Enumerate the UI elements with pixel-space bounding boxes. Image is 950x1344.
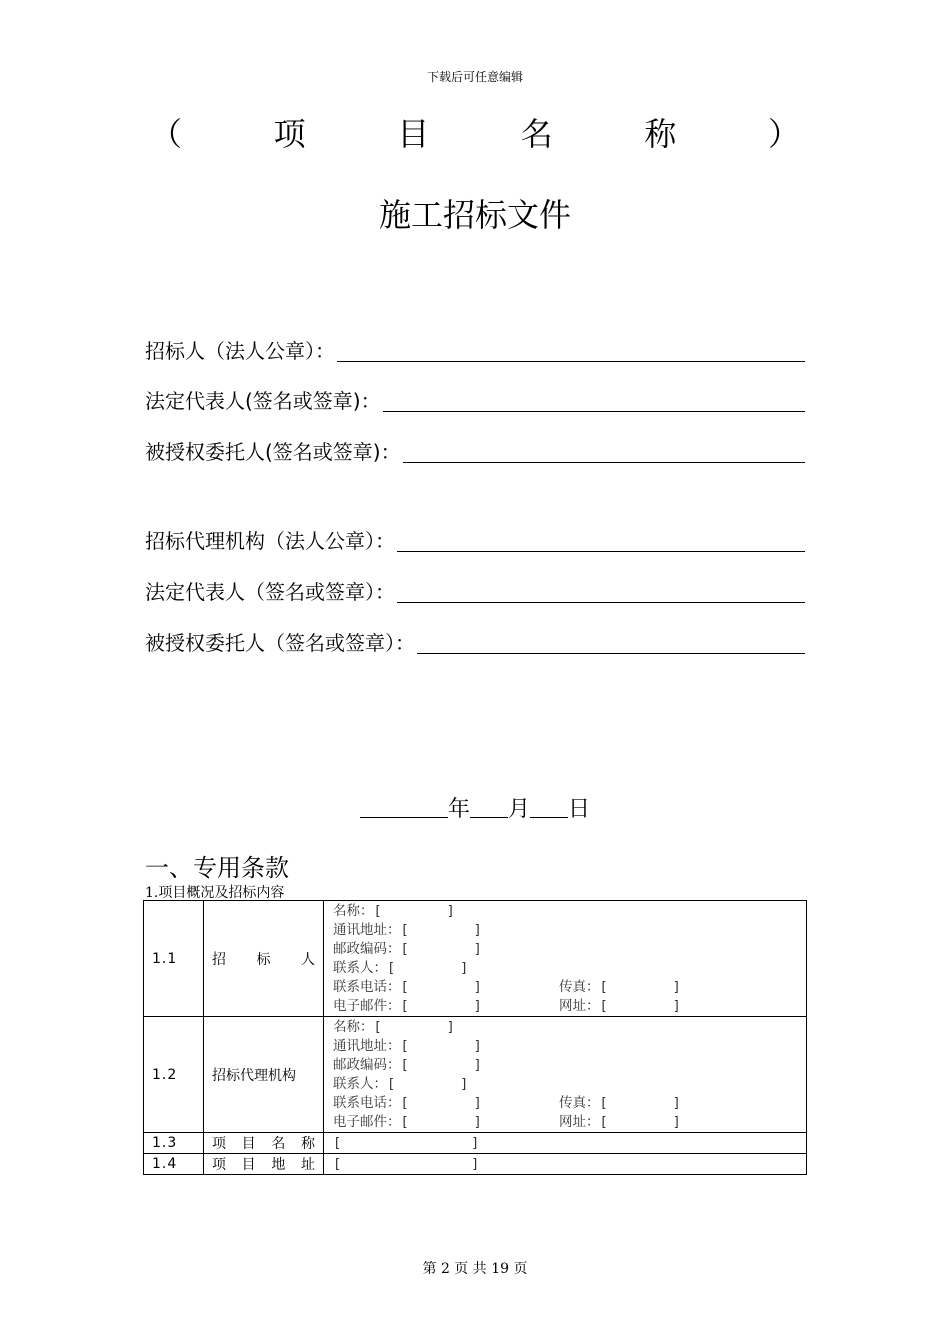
signature-label: 被授权委托人（签名或签章）： (145, 631, 415, 655)
detail-field: 联系电话：[ ] (333, 978, 482, 995)
document-title: 施工招标文件 (378, 196, 571, 234)
row-detail (324, 901, 807, 1017)
label-char: 目 (241, 1136, 256, 1152)
signature-label: 法定代表人(签名或签章)： (145, 389, 381, 413)
page-footer: 第 2 页 共 19 页 (422, 1261, 528, 1277)
detail-field: [ ] (333, 1134, 480, 1151)
signature-blank (337, 359, 805, 362)
detail-field: 名称：[ ] (333, 1018, 455, 1035)
row-detail (324, 1017, 807, 1133)
project-info-table (143, 900, 807, 1175)
year-blank (360, 795, 448, 818)
detail-field: 网址：[ ] (559, 997, 681, 1014)
signature-blank (383, 409, 805, 412)
label-char: 址 (300, 1157, 315, 1173)
detail-field: [ ] (333, 1155, 480, 1172)
label-char: 名 (271, 1136, 286, 1152)
table-row (144, 1133, 807, 1154)
label-char: 人 (301, 951, 315, 968)
label-char: 标 (256, 951, 271, 968)
day-blank (530, 795, 568, 818)
row-label (204, 1133, 324, 1154)
year-label: 年 (447, 797, 470, 822)
title-char: （ (150, 115, 183, 153)
month-label: 月 (507, 797, 530, 822)
header-note: 下载后可任意编辑 (426, 70, 523, 84)
detail-field: 电子邮件：[ ] (333, 997, 482, 1014)
section-heading: 一、专用条款 (145, 854, 289, 882)
detail-field: 网址：[ ] (559, 1113, 681, 1130)
detail-field: 联系电话：[ ] (333, 1094, 482, 1111)
project-name-title (150, 110, 800, 154)
table-row (144, 1017, 807, 1133)
row-number: 1.2 (144, 1017, 204, 1133)
signature-label: 被授权委托人(签名或签章)： (145, 440, 401, 464)
signature-blank (397, 549, 805, 552)
signature-blank (397, 600, 805, 603)
title-char: 项 (273, 115, 306, 153)
signature-label: 招标代理机构（法人公章）： (145, 529, 395, 553)
signature-line-authorized-agent (145, 435, 805, 465)
row-detail (324, 1133, 807, 1154)
row-detail (324, 1154, 807, 1175)
date-line (0, 792, 950, 823)
signature-blank (403, 460, 805, 463)
row-label: 招标代理机构 (204, 1017, 324, 1133)
row-label (204, 1154, 324, 1175)
label-char: 招 (212, 951, 226, 968)
title-char: 称 (644, 115, 677, 153)
row-number: 1.1 (144, 901, 204, 1017)
signature-label: 招标人（法人公章）： (145, 339, 335, 363)
detail-field: 邮政编码：[ ] (333, 940, 482, 957)
day-label: 日 (568, 797, 591, 822)
detail-field: 联系人：[ ] (333, 959, 469, 976)
row-label (204, 901, 324, 1017)
signature-line-tenderer (145, 334, 805, 364)
detail-field: 传真：[ ] (559, 978, 681, 995)
signature-line-agency-legal-rep (145, 575, 805, 605)
signature-line-agency (145, 524, 805, 554)
detail-field: 联系人：[ ] (333, 1075, 469, 1092)
label-char: 地 (271, 1157, 286, 1173)
detail-field: 邮政编码：[ ] (333, 1056, 482, 1073)
table-row (144, 1154, 807, 1175)
row-number: 1.3 (144, 1133, 204, 1154)
label-char: 项 (212, 1157, 226, 1173)
detail-field: 电子邮件：[ ] (333, 1113, 482, 1130)
table-row (144, 901, 807, 1017)
signature-label: 法定代表人（签名或签章）： (145, 580, 395, 604)
title-char: ） (767, 115, 800, 153)
detail-field: 通讯地址：[ ] (333, 921, 482, 938)
detail-field: 名称：[ ] (333, 902, 455, 919)
title-char: 目 (397, 115, 430, 153)
detail-field: 通讯地址：[ ] (333, 1037, 482, 1054)
subheading: 1.项目概况及招标内容 (145, 885, 285, 901)
row-number: 1.4 (144, 1154, 204, 1175)
label-char: 目 (241, 1157, 256, 1173)
signature-blank (417, 651, 805, 654)
label-char: 项 (212, 1136, 226, 1152)
detail-field: 传真：[ ] (559, 1094, 681, 1111)
title-char: 名 (520, 115, 553, 153)
signature-line-agency-authorized-agent (145, 626, 805, 656)
month-blank (470, 795, 508, 818)
label-char: 称 (300, 1136, 315, 1152)
signature-line-legal-rep (145, 384, 805, 414)
